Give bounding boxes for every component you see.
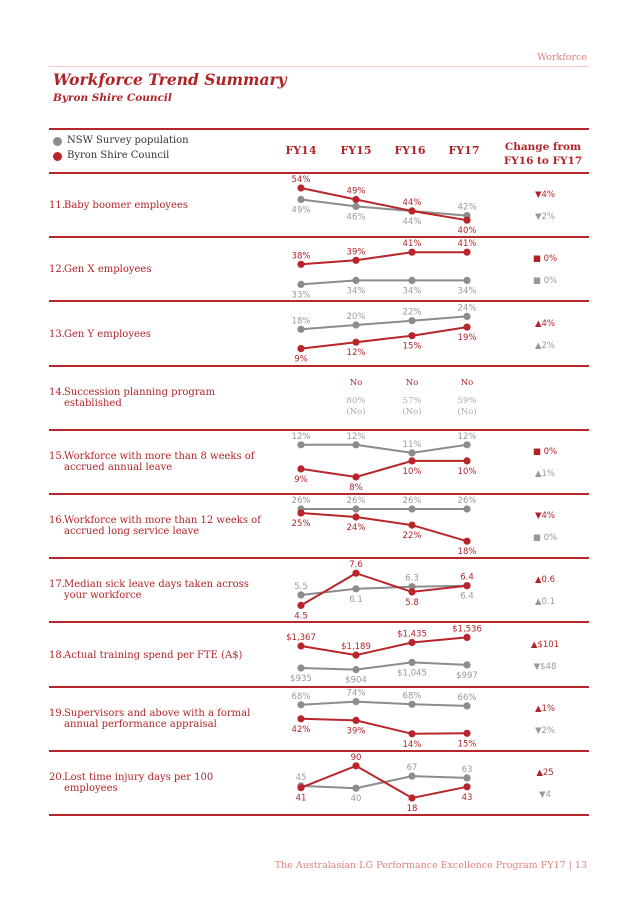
page-footer: The Australasian LG Performance Excellence Program FY17 | 13 [274, 860, 587, 871]
page-subtitle: Byron Shire Council [53, 92, 172, 104]
nsw-data-label: 33% [291, 290, 311, 301]
nsw-data-point [463, 774, 470, 781]
byron-data-point [408, 588, 415, 595]
nsw-data-label: 68% [402, 691, 422, 702]
succession-byron-answer: No [460, 377, 474, 388]
byron-data-point [297, 465, 304, 472]
nsw-data-point [463, 661, 470, 668]
row-number: 12. [49, 264, 65, 276]
row-label-line1: Gen Y employees [64, 328, 151, 340]
byron-data-label: 40% [457, 226, 477, 237]
nsw-data-label: 34% [402, 286, 422, 297]
byron-data-point [297, 602, 304, 609]
change-nsw: ▼$48 [533, 661, 557, 672]
nsw-data-label: 26% [291, 496, 311, 506]
nsw-series-line [301, 445, 467, 453]
byron-data-point [463, 730, 470, 737]
change-nsw: ▼4 [539, 789, 551, 800]
byron-data-point [408, 457, 415, 464]
byron-data-label: $1,435 [397, 629, 427, 640]
nsw-data-label: 46% [346, 212, 366, 223]
nsw-data-point [408, 449, 415, 456]
byron-data-label: $1,536 [452, 624, 482, 635]
byron-data-point [352, 473, 359, 480]
byron-data-label: 15% [457, 739, 477, 750]
byron-data-label: 9% [294, 354, 308, 365]
nsw-data-point [463, 505, 470, 512]
row-label-line1: Succession planning program [64, 386, 216, 398]
legend-byron-label: Byron Shire Council [67, 150, 170, 161]
nsw-data-label: 12% [457, 431, 477, 442]
change-nsw: ▼2% [534, 212, 556, 223]
row-number: 13. [49, 328, 65, 340]
nsw-series-line [301, 200, 467, 216]
change-header-line2: FY16 to FY17 [503, 155, 583, 167]
nsw-data-point [463, 441, 470, 448]
nsw-data-point [297, 326, 304, 333]
byron-data-label: 7.6 [349, 560, 363, 571]
nsw-data-point [297, 664, 304, 671]
nsw-data-point [297, 281, 304, 288]
byron-data-label: 18 [406, 804, 418, 814]
byron-data-point [463, 324, 470, 331]
byron-series-line [301, 513, 467, 541]
byron-data-label: 54% [291, 175, 311, 185]
change-byron: ▼4% [534, 190, 556, 201]
nsw-data-point [463, 277, 470, 284]
byron-data-point [352, 717, 359, 724]
nsw-data-point [352, 441, 359, 448]
row-label-line2: your workforce [64, 590, 142, 602]
succession-byron-answer: No [405, 377, 419, 388]
nsw-data-point [297, 591, 304, 598]
byron-data-point [463, 783, 470, 790]
byron-data-label: 25% [291, 519, 311, 529]
column-header-fy16: FY16 [394, 144, 426, 157]
row-label-line1: Baby boomer employees [64, 200, 188, 212]
nsw-data-label: 26% [346, 496, 366, 506]
row-label-line1: Actual training spend per FTE (A$) [64, 649, 243, 661]
nsw-data-point [297, 441, 304, 448]
row-label-line2: accrued long service leave [64, 526, 200, 538]
byron-series-line [301, 766, 467, 798]
nsw-data-label: 34% [457, 286, 477, 297]
byron-data-label: 18% [457, 547, 477, 558]
change-byron: ▼4% [534, 511, 556, 522]
succession-nsw-answer: (No) [402, 406, 422, 417]
byron-data-label: 10% [457, 466, 477, 477]
change-header-line1: Change from [504, 141, 582, 153]
nsw-data-point [408, 317, 415, 324]
legend-nsw-label: NSW Survey population [67, 135, 189, 146]
column-header-fy15: FY15 [340, 144, 372, 157]
change-nsw: ▲0.1 [534, 597, 556, 608]
row-label-line2: established [64, 397, 122, 409]
nsw-data-label: $935 [290, 674, 312, 684]
section-label: Workforce [537, 52, 587, 63]
nsw-data-point [297, 701, 304, 708]
row-label-line1: Workforce with more than 12 weeks of [64, 515, 261, 527]
succession-nsw-answer: (No) [346, 406, 366, 417]
row-number: 15. [49, 450, 65, 462]
nsw-series-line [301, 662, 467, 669]
nsw-data-label: $1,045 [397, 668, 427, 679]
byron-series-line [301, 573, 467, 605]
change-byron: ▲0.6 [534, 575, 556, 586]
byron-data-point [408, 332, 415, 339]
succession-nsw-answer: (No) [457, 406, 477, 417]
nsw-data-point [408, 277, 415, 284]
byron-data-point [408, 730, 415, 737]
nsw-data-label: 5.5 [294, 582, 308, 592]
byron-data-point [408, 522, 415, 529]
row-label-line2: employees [64, 782, 118, 794]
byron-data-label: 44% [402, 198, 422, 208]
nsw-data-label: 67 [406, 763, 418, 774]
byron-data-label: 42% [291, 724, 311, 735]
nsw-data-label: 24% [457, 303, 477, 314]
change-byron: ■ 0% [532, 254, 558, 265]
row-number: 19. [49, 707, 65, 719]
nsw-data-label: 20% [346, 312, 366, 322]
nsw-data-point [408, 773, 415, 780]
nsw-data-label: 12% [291, 431, 311, 442]
nsw-data-label: 26% [457, 496, 477, 506]
nsw-data-point [463, 313, 470, 320]
nsw-data-point [352, 203, 359, 210]
column-header-fy17: FY17 [448, 144, 480, 157]
byron-data-label: 41% [402, 239, 422, 250]
nsw-data-point [352, 277, 359, 284]
byron-data-point [297, 784, 304, 791]
nsw-data-label: 66% [457, 692, 477, 703]
byron-data-label: 19% [457, 333, 477, 344]
byron-data-label: 39% [346, 247, 366, 258]
nsw-data-label: 68% [291, 691, 311, 702]
nsw-data-label: $997 [456, 670, 478, 681]
row-label-line1: Supervisors and above with a formal [64, 707, 251, 719]
byron-data-label: 49% [346, 186, 366, 197]
change-nsw: ■ 0% [532, 533, 558, 544]
byron-data-label: 14% [402, 739, 422, 750]
byron-series-line [301, 252, 467, 264]
change-byron: ▲25 [536, 767, 554, 778]
byron-data-point [297, 184, 304, 191]
byron-data-label: 10% [402, 466, 422, 477]
byron-data-label: 43 [461, 792, 473, 803]
nsw-data-point [408, 505, 415, 512]
row-number: 18. [49, 649, 65, 661]
byron-data-label: 90 [350, 752, 362, 763]
nsw-data-label: 22% [402, 307, 422, 318]
succession-nsw-percent: 57% [402, 395, 422, 406]
byron-data-point [408, 794, 415, 801]
nsw-data-point [352, 505, 359, 512]
nsw-data-label: 40 [350, 794, 362, 805]
nsw-data-label: 44% [402, 217, 422, 227]
row-label-line1: Gen X employees [64, 264, 152, 276]
row-number: 11. [49, 200, 65, 212]
nsw-series-line [301, 316, 467, 329]
byron-data-point [408, 207, 415, 214]
byron-data-label: 39% [346, 726, 366, 737]
byron-data-label: 22% [402, 531, 422, 542]
byron-series-line [301, 637, 467, 655]
nsw-data-point [297, 196, 304, 203]
byron-series-line [301, 461, 467, 477]
nsw-series-line [301, 702, 467, 706]
column-header-fy14: FY14 [285, 144, 317, 157]
nsw-data-point [352, 785, 359, 792]
row-label-line1: Median sick leave days taken across [64, 579, 249, 591]
succession-nsw-percent: 59% [457, 395, 477, 406]
change-nsw: ▲2% [534, 340, 556, 351]
change-nsw: ▲1% [534, 468, 556, 479]
byron-data-label: 8% [349, 483, 363, 493]
nsw-data-label: 34% [346, 286, 366, 297]
byron-data-label: 38% [291, 251, 311, 262]
byron-data-point [352, 196, 359, 203]
byron-data-point [352, 762, 359, 769]
row-label-line2: annual performance appraisal [64, 718, 217, 730]
nsw-data-label: 42% [457, 202, 477, 213]
nsw-data-point [352, 585, 359, 592]
byron-data-label: 9% [294, 474, 308, 485]
byron-data-label: 15% [402, 341, 422, 352]
page-title: Workforce Trend Summary [53, 70, 287, 89]
byron-data-label: 6.4 [460, 572, 474, 583]
byron-data-point [408, 249, 415, 256]
byron-data-label: 41% [457, 239, 477, 250]
succession-nsw-percent: 80% [346, 395, 366, 406]
nsw-data-label: 26% [402, 496, 422, 506]
byron-data-point [463, 538, 470, 545]
byron-data-point [352, 339, 359, 346]
byron-data-point [297, 715, 304, 722]
change-byron: ■ 0% [532, 446, 558, 457]
nsw-data-label: 6.4 [460, 591, 474, 602]
succession-byron-answer: No [349, 377, 363, 388]
byron-data-point [297, 261, 304, 268]
byron-data-point [463, 457, 470, 464]
nsw-data-point [352, 666, 359, 673]
nsw-data-label: 45 [295, 772, 307, 783]
byron-data-point [297, 509, 304, 516]
nsw-data-label: 12% [346, 431, 366, 442]
byron-data-point [297, 642, 304, 649]
nsw-data-label: 18% [291, 316, 311, 327]
byron-data-label: 5.8 [405, 597, 419, 608]
row-label-line2: accrued annual leave [64, 461, 173, 473]
byron-data-point [463, 634, 470, 641]
nsw-data-point [352, 321, 359, 328]
nsw-series-line [301, 280, 467, 284]
byron-data-point [463, 582, 470, 589]
byron-data-point [297, 345, 304, 352]
nsw-data-point [352, 698, 359, 705]
row-number: 17. [49, 579, 65, 591]
change-nsw: ▼2% [534, 725, 556, 736]
byron-series-line [301, 327, 467, 349]
row-label-line1: Lost time injury days per 100 [64, 771, 214, 783]
nsw-data-label: $904 [345, 675, 367, 686]
byron-data-point [463, 249, 470, 256]
byron-data-point [352, 257, 359, 264]
byron-data-label: 41 [295, 793, 307, 804]
nsw-data-label: 63 [461, 764, 473, 775]
byron-data-point [352, 570, 359, 577]
nsw-data-label: 11% [402, 439, 422, 450]
row-number: 14. [49, 386, 65, 398]
change-nsw: ■ 0% [532, 276, 558, 287]
byron-data-point [408, 639, 415, 646]
byron-data-point [463, 217, 470, 224]
nsw-data-point [408, 659, 415, 666]
row-number: 20. [49, 771, 65, 783]
nsw-data-label: 6.3 [405, 573, 419, 584]
row-label-line1: Workforce with more than 8 weeks of [64, 450, 255, 462]
change-byron: ▲4% [534, 318, 556, 329]
nsw-data-label: 49% [291, 205, 311, 216]
nsw-data-point [463, 702, 470, 709]
byron-data-label: $1,367 [286, 633, 316, 643]
byron-data-label: $1,189 [341, 642, 371, 653]
nsw-data-label: 74% [346, 688, 366, 699]
byron-data-label: 24% [346, 523, 366, 533]
nsw-data-point [408, 701, 415, 708]
byron-data-label: 12% [346, 348, 366, 359]
row-number: 16. [49, 515, 65, 527]
change-byron: ▲1% [534, 703, 556, 714]
byron-data-point [352, 652, 359, 659]
byron-data-point [352, 513, 359, 520]
byron-data-label: 4.5 [294, 611, 308, 622]
change-byron: ▲$101 [530, 639, 560, 650]
nsw-data-label: 6.1 [349, 594, 363, 605]
